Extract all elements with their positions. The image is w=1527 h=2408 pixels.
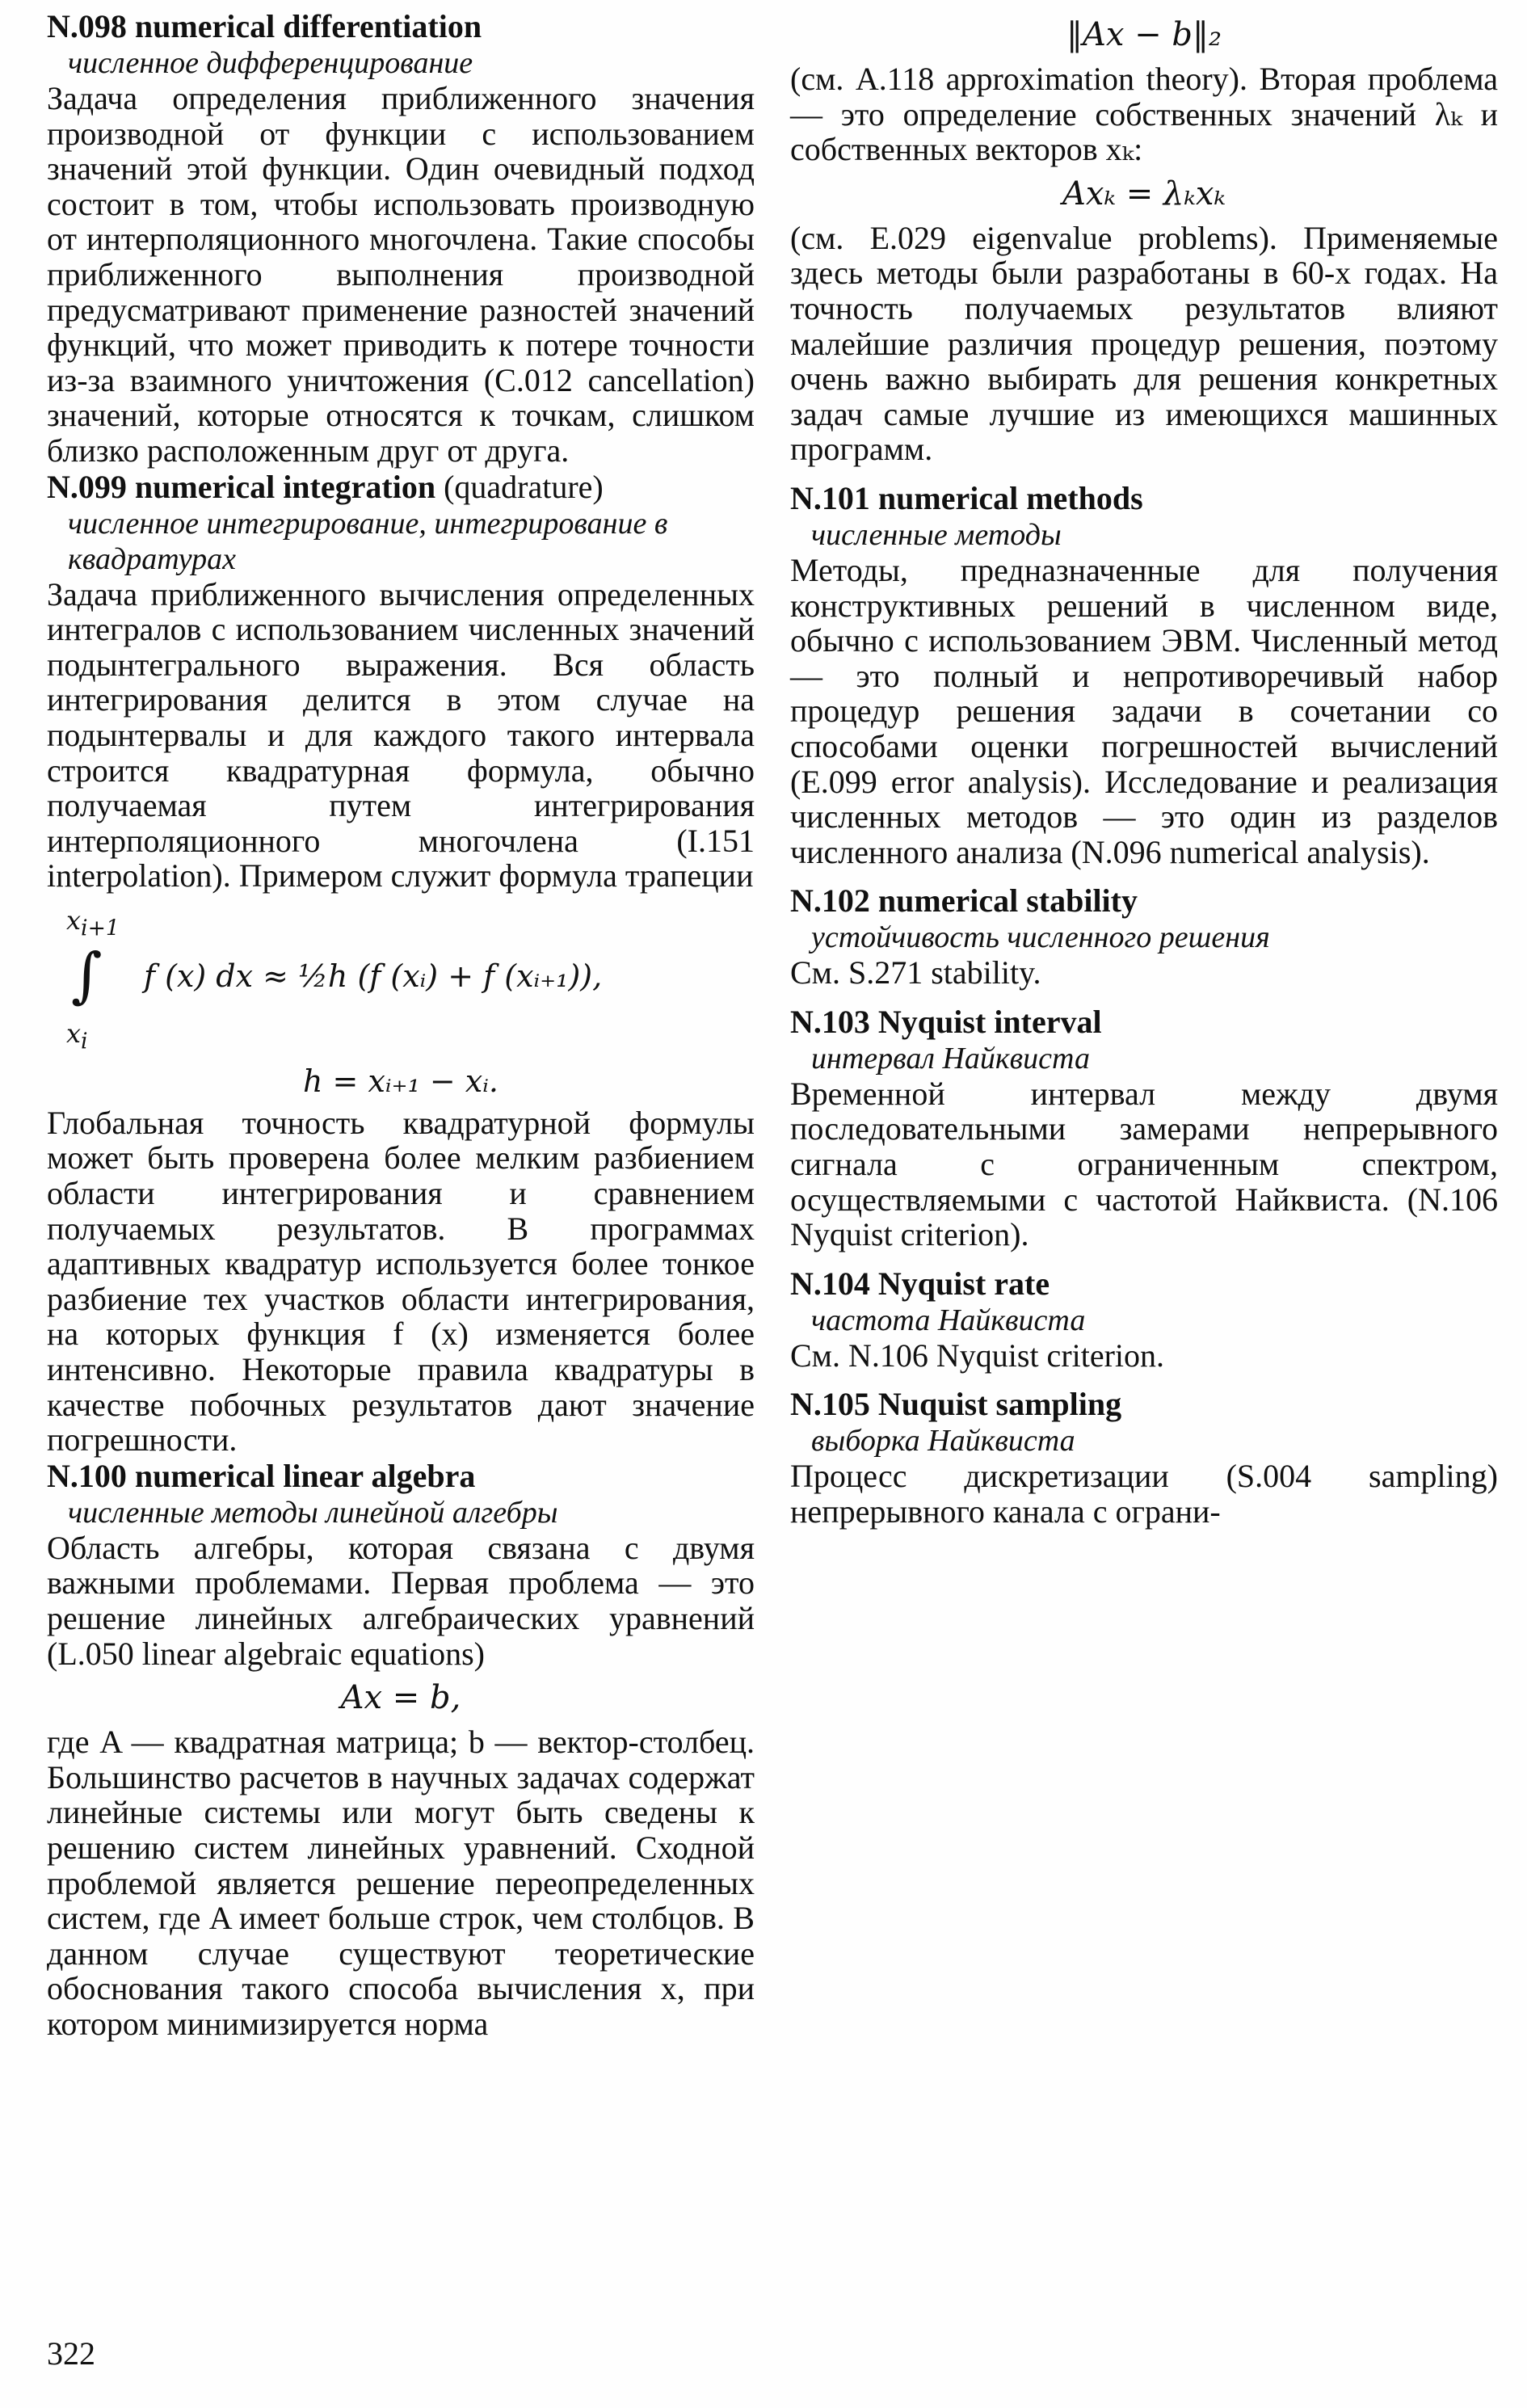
page-number: 322 <box>47 2335 95 2372</box>
entry-term: numerical differentiation <box>134 8 482 44</box>
entry-code: N.098 <box>47 8 127 44</box>
entry-term: numerical integration <box>134 468 436 505</box>
entry-n101 <box>790 480 1498 869</box>
entry-term-tail: (quadrature) <box>444 468 604 505</box>
integral-sign: ∫ <box>71 940 103 1010</box>
entry-translation: численные методы <box>811 517 1062 552</box>
entry-code: N.100 <box>47 1457 127 1494</box>
entry-translation: численное интегрирование, интегрирование в квадратурах <box>68 506 668 576</box>
entry-heading <box>790 1004 1498 1041</box>
entry-code: N.101 <box>790 479 870 516</box>
entry-n105 <box>790 1386 1498 1529</box>
entry-definition: Область алгебры, которая связана с двумя важными проблемами. Первая проблема — это решение линейных алгебраических уравнений (L.050 linear algebraic equations) <box>47 1529 755 1672</box>
entry-heading <box>790 1265 1498 1303</box>
formula-ax-b: Ax = b, <box>340 1679 461 1717</box>
entry-term: numerical stability <box>877 882 1138 920</box>
entry-term: numerical methods <box>877 479 1143 516</box>
entry-heading <box>790 1386 1498 1423</box>
entry-code: N.099 <box>47 468 127 505</box>
entry-definition: Процесс дискретизации (S.004 sampling) непрерывного канала с ограни- <box>790 1458 1498 1530</box>
entry-definition: Временной интервал между двумя последовательными замерами непрерывного сигнала с ограниченным спектром, осуществляемыми с частотой Найквиста. (N.106 Nyquist criterion). <box>790 1075 1498 1253</box>
entry-n099 <box>47 469 755 1458</box>
entry-term: Nyquist rate <box>877 1265 1050 1302</box>
entry-heading <box>47 469 755 506</box>
entry-translation: устойчивость численного решения <box>811 920 1270 955</box>
entry-code: N.102 <box>790 882 870 920</box>
formula-eigen: Axₖ = λₖxₖ <box>1062 175 1226 213</box>
entry-term: Nyquist interval <box>877 1003 1102 1040</box>
entry-definition: Задача определения приближенного значения производной от функции с использованием значений этой функции. Один очевидный подход состоит в том, чтобы использовать производную от интерполяционного многочлена. Такие способы приближенного выполнения производной предусматривают применение разностей значений функций, что может приводить к потере точности из-за взаимного уничтожения (C.012 cancellation) значений, которые относятся к точкам, слишком близко расположенным друг от друга. <box>47 80 755 469</box>
entry-n103 <box>790 1004 1498 1252</box>
entry-code: N.103 <box>790 1003 870 1040</box>
entry-definition: См. S.271 stability. <box>790 954 1041 991</box>
trapezoid-formula <box>47 905 755 1059</box>
entry-definition-continued: Глобальная точность квадратурной формулы может быть проверена более мелким разбиением области интегрирования и сравнением получаемых результатов. В программах адаптивных квадратур используется более тонкое разбиение тех участков области интегрирования, на которых функция f (x) изменяется более интенсивно. Некоторые правила квадратуры в качестве побочных результатов дают значение погрешности. <box>47 1104 755 1459</box>
entry-term: Nuquist sampling <box>877 1386 1122 1423</box>
entry-heading <box>47 8 755 45</box>
entry-definition: Методы, предназначенные для получения конструктивных решений в численном виде, обычно с использованием ЭВМ. Численный метод — это полный и непротиворечивый набор процедур решения задачи в сочетании со способами оценки погрешностей вычислений (E.099 error analysis). Исследование и реализация численных методов — это один из разделов численного анализа (N.096 numerical analysis). <box>790 551 1498 870</box>
entry-n098 <box>47 8 755 469</box>
integral-expression: f (x) dx ≈ ½h (f (xᵢ) + f (xᵢ₊₁)), <box>144 958 603 994</box>
entry-translation: численные методы линейной алгебры <box>68 1495 558 1530</box>
right-column <box>790 8 1498 1530</box>
entry-n104 <box>790 1265 1498 1374</box>
entry-translation: выборка Найквиста <box>811 1424 1075 1459</box>
left-column <box>47 8 755 2042</box>
entry-translation: интервал Найквиста <box>811 1041 1090 1076</box>
entry-definition-continued: (см. E.029 eigenvalue problems). Применяемые здесь методы были разработаны в 60-х годах. На точность получаемых результатов влияют малейшие различия процедур решения, поэтому очень важно выбирать для решения конкретных задач самые лучшие из имеющихся машинных программ. <box>790 219 1498 468</box>
entry-term: numerical linear algebra <box>134 1457 476 1494</box>
integral-upper-limit: $x_{i+1}$ <box>66 904 120 941</box>
step-formula: h = xᵢ₊₁ − xᵢ. <box>303 1063 498 1099</box>
formula-norm: ‖Ax − b‖₂ <box>1066 16 1222 53</box>
entry-definition-continued: (см. A.118 approximation theory). Вторая проблема — это определение собственных значений λₖ и собственных векторов xₖ: <box>790 61 1498 168</box>
entry-translation: численное дифференцирование <box>68 46 473 80</box>
entry-n100-continued <box>790 13 1498 467</box>
entry-code: N.105 <box>790 1386 870 1423</box>
entry-heading <box>790 480 1498 517</box>
integral-lower-limit: $x_i$ <box>66 1017 88 1055</box>
entry-code: N.104 <box>790 1265 870 1302</box>
entry-n102 <box>790 882 1498 991</box>
entry-definition: Задача приближенного вычисления определенных интегралов с использованием численных значений подынтегрального выражения. Вся область интегрирования делится в этом случае на подынтервалы и для каждого такого интервала строится квадратурная формула, обычно получаемая путем интегрирования интерполяционного многочлена (I.151 interpolation). Примером служит формула трапеции <box>47 575 755 895</box>
entry-definition: См. N.106 Nyquist criterion. <box>790 1337 1165 1374</box>
entry-n100 <box>47 1458 755 2042</box>
entry-heading <box>47 1458 755 1495</box>
entry-heading <box>790 882 1498 920</box>
entry-translation: частота Найквиста <box>811 1303 1086 1337</box>
entry-definition-continued: где A — квадратная матрица; b — вектор-столбец. Большинство расчетов в научных задачах содержат линейные системы или могут быть сведены к решению систем линейных уравнений. Сходной проблемой является решение переопределенных систем, где A имеет больше строк, чем столбцов. В данном случае существуют теоретические обоснования такого способа вычисления x, при котором минимизируется норма <box>47 1724 755 2042</box>
